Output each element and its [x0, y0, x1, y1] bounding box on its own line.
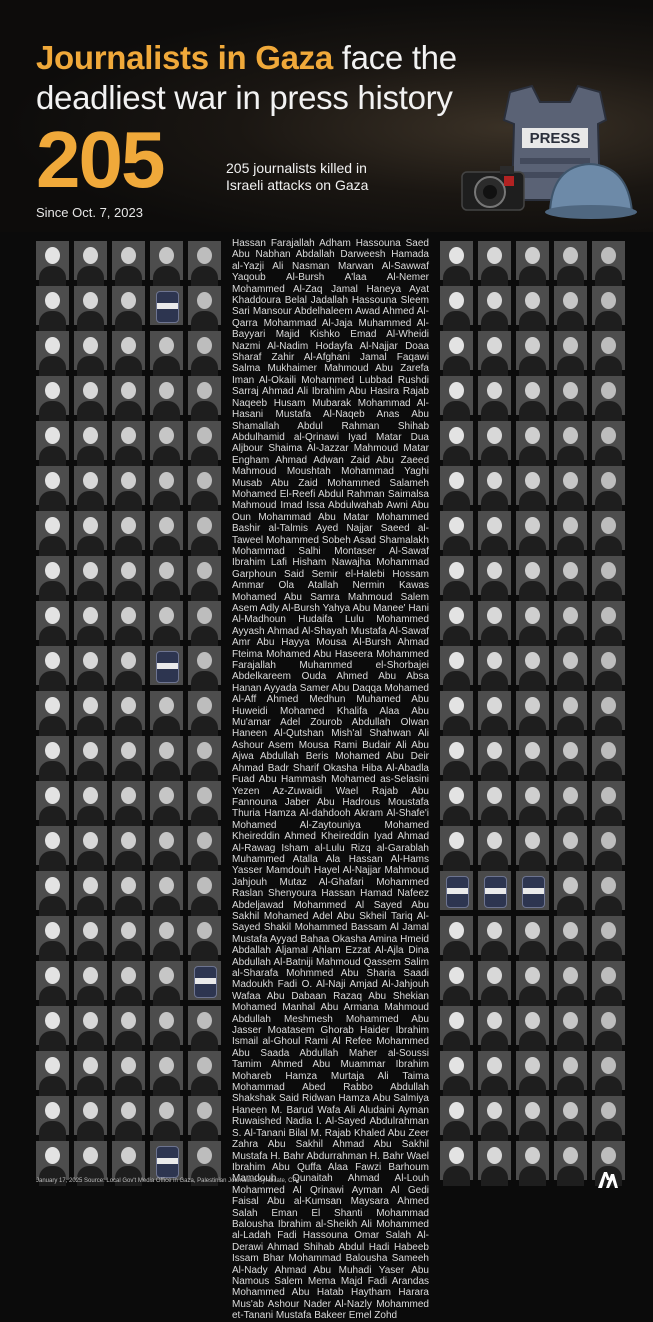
journalist-portrait: [36, 646, 69, 685]
journalist-portrait: [74, 376, 107, 415]
journalist-portrait: [554, 1006, 587, 1045]
portrait-grid-right: [440, 241, 625, 1180]
aa-logo-icon: [596, 1168, 618, 1190]
press-vest-portrait: [188, 961, 221, 1000]
journalist-portrait: [478, 1141, 511, 1180]
journalist-portrait: [188, 601, 221, 640]
journalist-portrait: [592, 466, 625, 505]
journalist-portrait: [478, 1006, 511, 1045]
journalist-portrait: [188, 376, 221, 415]
journalist-portrait: [36, 1006, 69, 1045]
journalist-portrait: [150, 826, 183, 865]
journalist-portrait: [112, 511, 145, 550]
journalist-portrait: [150, 511, 183, 550]
journalist-portrait: [592, 871, 625, 910]
journalist-portrait: [112, 736, 145, 775]
journalist-portrait: [516, 961, 549, 1000]
journalist-portrait: [592, 601, 625, 640]
journalist-portrait: [592, 646, 625, 685]
journalist-portrait: [150, 376, 183, 415]
journalist-portrait: [440, 736, 473, 775]
journalist-portrait: [112, 1006, 145, 1045]
journalist-portrait: [592, 781, 625, 820]
journalist-portrait: [516, 466, 549, 505]
journalist-portrait: [516, 331, 549, 370]
journalist-portrait: [150, 556, 183, 595]
journalist-portrait: [36, 736, 69, 775]
journalist-portrait: [150, 736, 183, 775]
journalist-portrait: [188, 871, 221, 910]
journalist-portrait: [150, 1006, 183, 1045]
journalist-portrait: [36, 1096, 69, 1135]
journalist-portrait: [74, 286, 107, 325]
journalist-portrait: [112, 466, 145, 505]
journalist-portrait: [440, 1051, 473, 1090]
press-vest-portrait: [478, 871, 511, 910]
journalist-portrait: [36, 556, 69, 595]
journalist-portrait: [74, 511, 107, 550]
journalist-portrait: [74, 781, 107, 820]
journalist-portrait: [592, 961, 625, 1000]
journalist-portrait: [150, 871, 183, 910]
journalist-portrait: [440, 376, 473, 415]
journalist-portrait: [554, 511, 587, 550]
journalist-portrait: [74, 916, 107, 955]
journalist-portrait: [440, 1006, 473, 1045]
journalist-portrait: [440, 421, 473, 460]
journalist-portrait: [554, 556, 587, 595]
count-description: 205 journalists killed in Israeli attacks on Gaza: [226, 160, 369, 193]
press-vest-portrait: [516, 871, 549, 910]
journalist-portrait: [516, 556, 549, 595]
journalist-portrait: [112, 961, 145, 1000]
journalist-portrait: [74, 1051, 107, 1090]
journalist-portrait: [554, 1096, 587, 1135]
press-vest-portrait: [150, 1141, 183, 1180]
journalist-portrait: [36, 376, 69, 415]
journalist-portrait: [74, 1141, 107, 1180]
journalist-portrait: [150, 1096, 183, 1135]
journalist-portrait: [440, 691, 473, 730]
journalist-portrait: [478, 781, 511, 820]
journalist-portrait: [592, 511, 625, 550]
journalist-portrait: [592, 286, 625, 325]
journalist-portrait: [188, 646, 221, 685]
journalist-portrait: [478, 736, 511, 775]
journalist-portrait: [592, 736, 625, 775]
journalist-portrait: [516, 646, 549, 685]
journalist-portrait: [74, 466, 107, 505]
journalist-portrait: [554, 421, 587, 460]
journalist-portrait: [188, 466, 221, 505]
journalist-portrait: [478, 916, 511, 955]
journalist-portrait: [150, 421, 183, 460]
journalist-portrait: [112, 646, 145, 685]
portrait-grid-left: [36, 241, 221, 1180]
journalist-portrait: [554, 601, 587, 640]
journalist-portrait: [440, 331, 473, 370]
journalist-portrait: [554, 376, 587, 415]
journalist-portrait: [592, 421, 625, 460]
journalist-portrait: [516, 1006, 549, 1045]
journalist-portrait: [478, 1051, 511, 1090]
journalist-portrait: [36, 1141, 69, 1180]
journalist-portrait: [592, 1051, 625, 1090]
journalist-portrait: [592, 376, 625, 415]
journalist-portrait: [554, 331, 587, 370]
journalist-portrait: [112, 241, 145, 280]
journalist-portrait: [188, 331, 221, 370]
journalist-portrait: [516, 691, 549, 730]
journalist-portrait: [440, 556, 473, 595]
journalist-portrait: [112, 781, 145, 820]
journalist-portrait: [36, 241, 69, 280]
title-highlight: Journalists in Gaza: [36, 39, 333, 76]
journalist-portrait: [592, 241, 625, 280]
journalist-portrait: [554, 871, 587, 910]
journalist-portrait: [112, 916, 145, 955]
journalist-portrait: [440, 916, 473, 955]
journalist-portrait: [478, 691, 511, 730]
journalist-portrait: [516, 826, 549, 865]
journalist-portrait: [188, 736, 221, 775]
journalist-portrait: [478, 646, 511, 685]
press-vest-portrait: [150, 286, 183, 325]
journalist-portrait: [74, 556, 107, 595]
journalist-portrait: [516, 1051, 549, 1090]
journalist-portrait: [440, 241, 473, 280]
press-vest-portrait: [440, 871, 473, 910]
journalist-portrait: [74, 601, 107, 640]
journalist-portrait: [440, 286, 473, 325]
journalist-portrait: [112, 286, 145, 325]
journalist-portrait: [150, 916, 183, 955]
journalist-portrait: [74, 826, 107, 865]
journalist-portrait: [478, 826, 511, 865]
journalist-portrait: [112, 421, 145, 460]
journalist-portrait: [188, 826, 221, 865]
journalist-portrait: [592, 1006, 625, 1045]
journalist-portrait: [554, 1141, 587, 1180]
journalist-portrait: [112, 1141, 145, 1180]
journalist-portrait: [516, 511, 549, 550]
journalist-portrait: [478, 376, 511, 415]
journalist-portrait: [592, 691, 625, 730]
journalist-portrait: [112, 1051, 145, 1090]
journalist-portrait: [188, 1051, 221, 1090]
journalist-portrait: [74, 691, 107, 730]
journalist-portrait: [478, 286, 511, 325]
journalist-portrait: [440, 511, 473, 550]
journalist-portrait: [36, 286, 69, 325]
journalist-portrait: [440, 826, 473, 865]
journalist-portrait: [592, 331, 625, 370]
journalist-portrait: [74, 871, 107, 910]
journalist-portrait: [74, 331, 107, 370]
journalist-portrait: [150, 601, 183, 640]
journalist-portrait: [36, 691, 69, 730]
journalist-portrait: [112, 601, 145, 640]
journalist-portrait: [112, 556, 145, 595]
journalist-portrait: [36, 421, 69, 460]
journalist-portrait: [516, 736, 549, 775]
journalist-portrait: [150, 241, 183, 280]
journalist-portrait: [440, 646, 473, 685]
journalist-portrait: [554, 916, 587, 955]
journalist-portrait: [74, 1006, 107, 1045]
journalist-portrait: [478, 556, 511, 595]
journalist-portrait: [36, 331, 69, 370]
journalist-portrait: [150, 466, 183, 505]
journalist-portrait: [188, 511, 221, 550]
journalist-portrait: [74, 736, 107, 775]
journalist-portrait: [592, 556, 625, 595]
journalist-portrait: [36, 601, 69, 640]
journalist-portrait: [554, 781, 587, 820]
journalist-portrait: [478, 421, 511, 460]
journalist-portrait: [112, 826, 145, 865]
journalist-portrait: [516, 376, 549, 415]
journalist-portrait: [150, 781, 183, 820]
press-vest-portrait: [150, 646, 183, 685]
journalist-portrait: [516, 286, 549, 325]
journalist-portrait: [36, 781, 69, 820]
journalist-portrait: [440, 601, 473, 640]
journalist-portrait: [554, 691, 587, 730]
journalist-portrait: [554, 961, 587, 1000]
journalist-portrait: [478, 466, 511, 505]
journalist-portrait: [478, 601, 511, 640]
journalist-portrait: [150, 691, 183, 730]
journalist-portrait: [188, 286, 221, 325]
journalist-portrait: [188, 781, 221, 820]
journalist-portrait: [74, 646, 107, 685]
journalist-portrait: [554, 736, 587, 775]
journalist-portrait: [74, 961, 107, 1000]
journalist-portrait: [554, 286, 587, 325]
vest-press-label: PRESS: [529, 130, 581, 147]
journalist-portrait: [516, 1096, 549, 1135]
journalist-portrait: [478, 511, 511, 550]
journalist-portrait: [478, 331, 511, 370]
journalist-portrait: [592, 1096, 625, 1135]
journalist-portrait: [516, 601, 549, 640]
journalist-portrait: [516, 781, 549, 820]
journalist-portrait: [516, 241, 549, 280]
journalist-portrait: [112, 376, 145, 415]
journalist-portrait: [36, 961, 69, 1000]
header-banner: [0, 0, 653, 232]
journalist-portrait: [478, 1096, 511, 1135]
journalist-portrait: [554, 1051, 587, 1090]
journalist-names-list: Hassan Farajallah Adham Hassouna Saed Abu Nabhan Abdallah Darweesh Hamada al-Yazji Ali Nasman Marwan Al-Sawwaf Yaqoub Al-Bursh A'laa Al-Nemer Mohammed Al-Zaq Jamal Haneya Ayat Khaddoura Belal Jadallah Hassouna Sleem Sari Mansour Abdelhaleem Awad Ahmed Al-Qarra Mohammad Al-Jaja Muhammed Al-Bayyari Majid Kishko Emad Al-Wheidi Nazmi Al-Nadim Hodayfa Al-Najjar Doaa Sharaf Zahir Al-Afghani Jamal Faqawi Salma Mukhaimer Mahmoud Abu Zarefa Iman Al-Okaili Mohammed Lubbad Rushdi Sarraj Ahmad Ali Ibrahim Abu Hasira Rajab Naqeeb Husam Mubarak Mohammad Al-Hasani Mustafa Al-Naqeb Anas Abu Shamallah Abdul Rahman Shihab Abdulhamid al-Qrinawi Iyad Matar Dua Aljbour Shaima Al-Jazzar Mahmoud Matar Engham Ahmad Adwan Zaid Abu Zaeed Mahmoud Moushtah Mohammad Yaghi Musab Abu Zaid Mohammed Salameh Mohamed El-Reefi Abdul Rahman Saimalsa Mahmoud Imad Issa Abdulwahab Awni Abu Oun Mohammad Abu Matar Mohammed Bashir al-Talmis Ayed Najjar Saeed al-Taweel Mohammed Sobeh Asad Shamalakh Mohammad Salhi Montaser Al-Sawaf Ibrahim Lafi Hisham Nawajha Mohammad Garphoun Said Semir el-Halebi Hossam Ammar Ola Atallah Nermin Kawas Mohamed Abu Samra Mahmoud Salem Asem Adly Al-Bursh Yahya Abu Manee' Hani Al-Madhoun Hudaifa Lulu Mohammed Ayyash Ahmad Al-Shayah Mustafa Al-Sawaf Amr Abu Hayya Mousa Al-Bursh Ahmad Fteima Mohamed Abu Haseera Mohammed Farajallah Muhammed el-Shorbajei Abdelkareem Ouda Ahmed Abu Absa Hanan Ayyada Samer Abu Daqqa Mohamed Al-Aff Ahmed Medhun Muhamed Abu Huweidi Mohamed Khalifa Alaa Abu Mu'amar Adel Zourob Abdullah Olwan Haneen Al-Qutshan Mish'al Shahwan Ali Ashour Asem Mousa Rami Budair Ali Abu Ajwa Abdullah Beris Mohamed Abu Deir Ahmad Badr Sharif Okasha Hiba Al-Abadla Fuad Abu Hammash Mohamed as-Selasini Yezen Az-Zuwaidi Wael Rajab Abu Fannouna Jaber Abu Hadrous Moustafa Thuria Hamza Al-dahdooh Akram Al-Shafe'i Mohamed Al-Zaytouniya Mohamed Kheireddin Ahmed Kheireddin Iyad Ahmad Al-Rawag Isham al-Lulu Rizq al-Garablah Muhammed Atalla Ala Hassan Al-Hams Yasser Mamdouh Hayel Al-Najjar Mahmoud Jahjouh Mutaz Al-Ghafari Mohammed Raslan Shenyoura Hassan Hamad Nafeez Abdeljawad Mohammed Al Sayed Abu Sakhil Mohamed Adel Abu Skheil Tariq Al-Sayed Shakil Mohammed Bassam Al Jamal Mustafa Ayyad Bahaa Okasha Amina Hmeid Abdallah Aljamal Ahlam Ezzat Al-Ajla Dina Abdullah Al-Batniji Mahmoud Qassem Salim al-Sharafa Mohmmed Abu Sharia Saadi Madoukh Fadi O. Al-Naji Amjad Al-Jahjouh Wafaa Abu Dabaan Razaq Abu Shekian Mohamed Manhal Abu Armana Mahmoud Abdullah Meshmesh Mohammed Abu Jasser Moatasem Ghorab Haider Ibrahim Ismail al-Ghoul Rami Al Refee Mohammed Abu Saada Abdullah Maher al-Soussi Tamim Ahmed Abu Muammar Ibrahim Mohareb Hamza Murtaja Ali Taima Mohammad Abed Rabbo Abdullah Shakshak Said Ridwan Hamza Abu Salmiya Haneen M. Barud Wafa Ali Aludaini Ayman Ruwaished Nadia I. Al-Sayed Abdulrahman S. Al-Tanani Bilal M. Rajab Khaled Abu Zeer Zahra Abu Sakhil Ahmad Abu Sakhil Mustafa H. Bahr Abdurrahman H. Bahr Wael Ibrahim Abu Quffa Alaa Fawzi Barhoum Mamdouh Qunaitah Ahmad Al-Louh Mohammed Al Qrinawi Ayman Al Gedi Faisal Abu al-Kumsan Maysara Ahmed Salah Eman El Shanti Mohammad Balousha Ibrahim al-Sheikh Ali Mohammed al-Ladah Fadi Hassouna Omar Salah Al-Derawi Ahmad Shihab Abdul Hadi Habeeb Issam Bhar Mohammad Balousha Sameeh Al-Nady Ahmad Abu Muhadi Yaser Abu Namous Salem Mema Majd Fadi Arandas Mohammed Abu Hatab Haytham Harara Mus'ab Ashour Nader Al-Nazly Mohammed et-Tanani Mustafa Bakeer Emel Zohd: [232, 238, 429, 1322]
journalist-portrait: [440, 961, 473, 1000]
journalist-portrait: [112, 1096, 145, 1135]
journalist-portrait: [554, 826, 587, 865]
journalist-portrait: [440, 781, 473, 820]
journalist-portrait: [150, 331, 183, 370]
journalist-portrait: [74, 1096, 107, 1135]
journalist-portrait: [112, 691, 145, 730]
journalist-portrait: [112, 331, 145, 370]
journalist-portrait: [440, 1096, 473, 1135]
journalist-portrait: [478, 961, 511, 1000]
journalist-portrait: [188, 1141, 221, 1180]
since-date: Since Oct. 7, 2023: [36, 205, 143, 220]
journalist-portrait: [36, 1051, 69, 1090]
journalist-portrait: [36, 826, 69, 865]
journalist-portrait: [36, 871, 69, 910]
journalist-portrait: [74, 421, 107, 460]
journalist-portrait: [188, 1006, 221, 1045]
title-rest: face the deadliest war in press history: [36, 39, 457, 116]
journalist-portrait: [516, 1141, 549, 1180]
journalist-portrait: [440, 466, 473, 505]
press-vest-helmet-camera-illustration: [440, 80, 650, 230]
page-title: [36, 38, 506, 118]
journalist-portrait: [188, 691, 221, 730]
journalist-portrait: [516, 421, 549, 460]
journalist-portrait: [36, 511, 69, 550]
journalist-portrait: [74, 241, 107, 280]
journalist-portrait: [516, 916, 549, 955]
journalist-portrait: [188, 241, 221, 280]
death-count: 205: [36, 115, 164, 204]
journalist-portrait: [554, 241, 587, 280]
journalist-portrait: [188, 1096, 221, 1135]
journalist-portrait: [554, 466, 587, 505]
journalist-portrait: [440, 1141, 473, 1180]
journalist-portrait: [36, 916, 69, 955]
journalist-portrait: [478, 241, 511, 280]
journalist-portrait: [188, 556, 221, 595]
journalist-portrait: [592, 826, 625, 865]
journalist-portrait: [188, 916, 221, 955]
journalist-portrait: [112, 871, 145, 910]
journalist-portrait: [150, 1051, 183, 1090]
journalist-portrait: [150, 961, 183, 1000]
journalist-portrait: [36, 466, 69, 505]
journalist-portrait: [188, 421, 221, 460]
journalist-portrait: [554, 646, 587, 685]
source-footer: January 17, 2025 Source: Local Gov't Media Office in Gaza, Palestinian Journalists Syndicate, CPJ: [36, 1178, 300, 1184]
journalist-portrait: [592, 916, 625, 955]
